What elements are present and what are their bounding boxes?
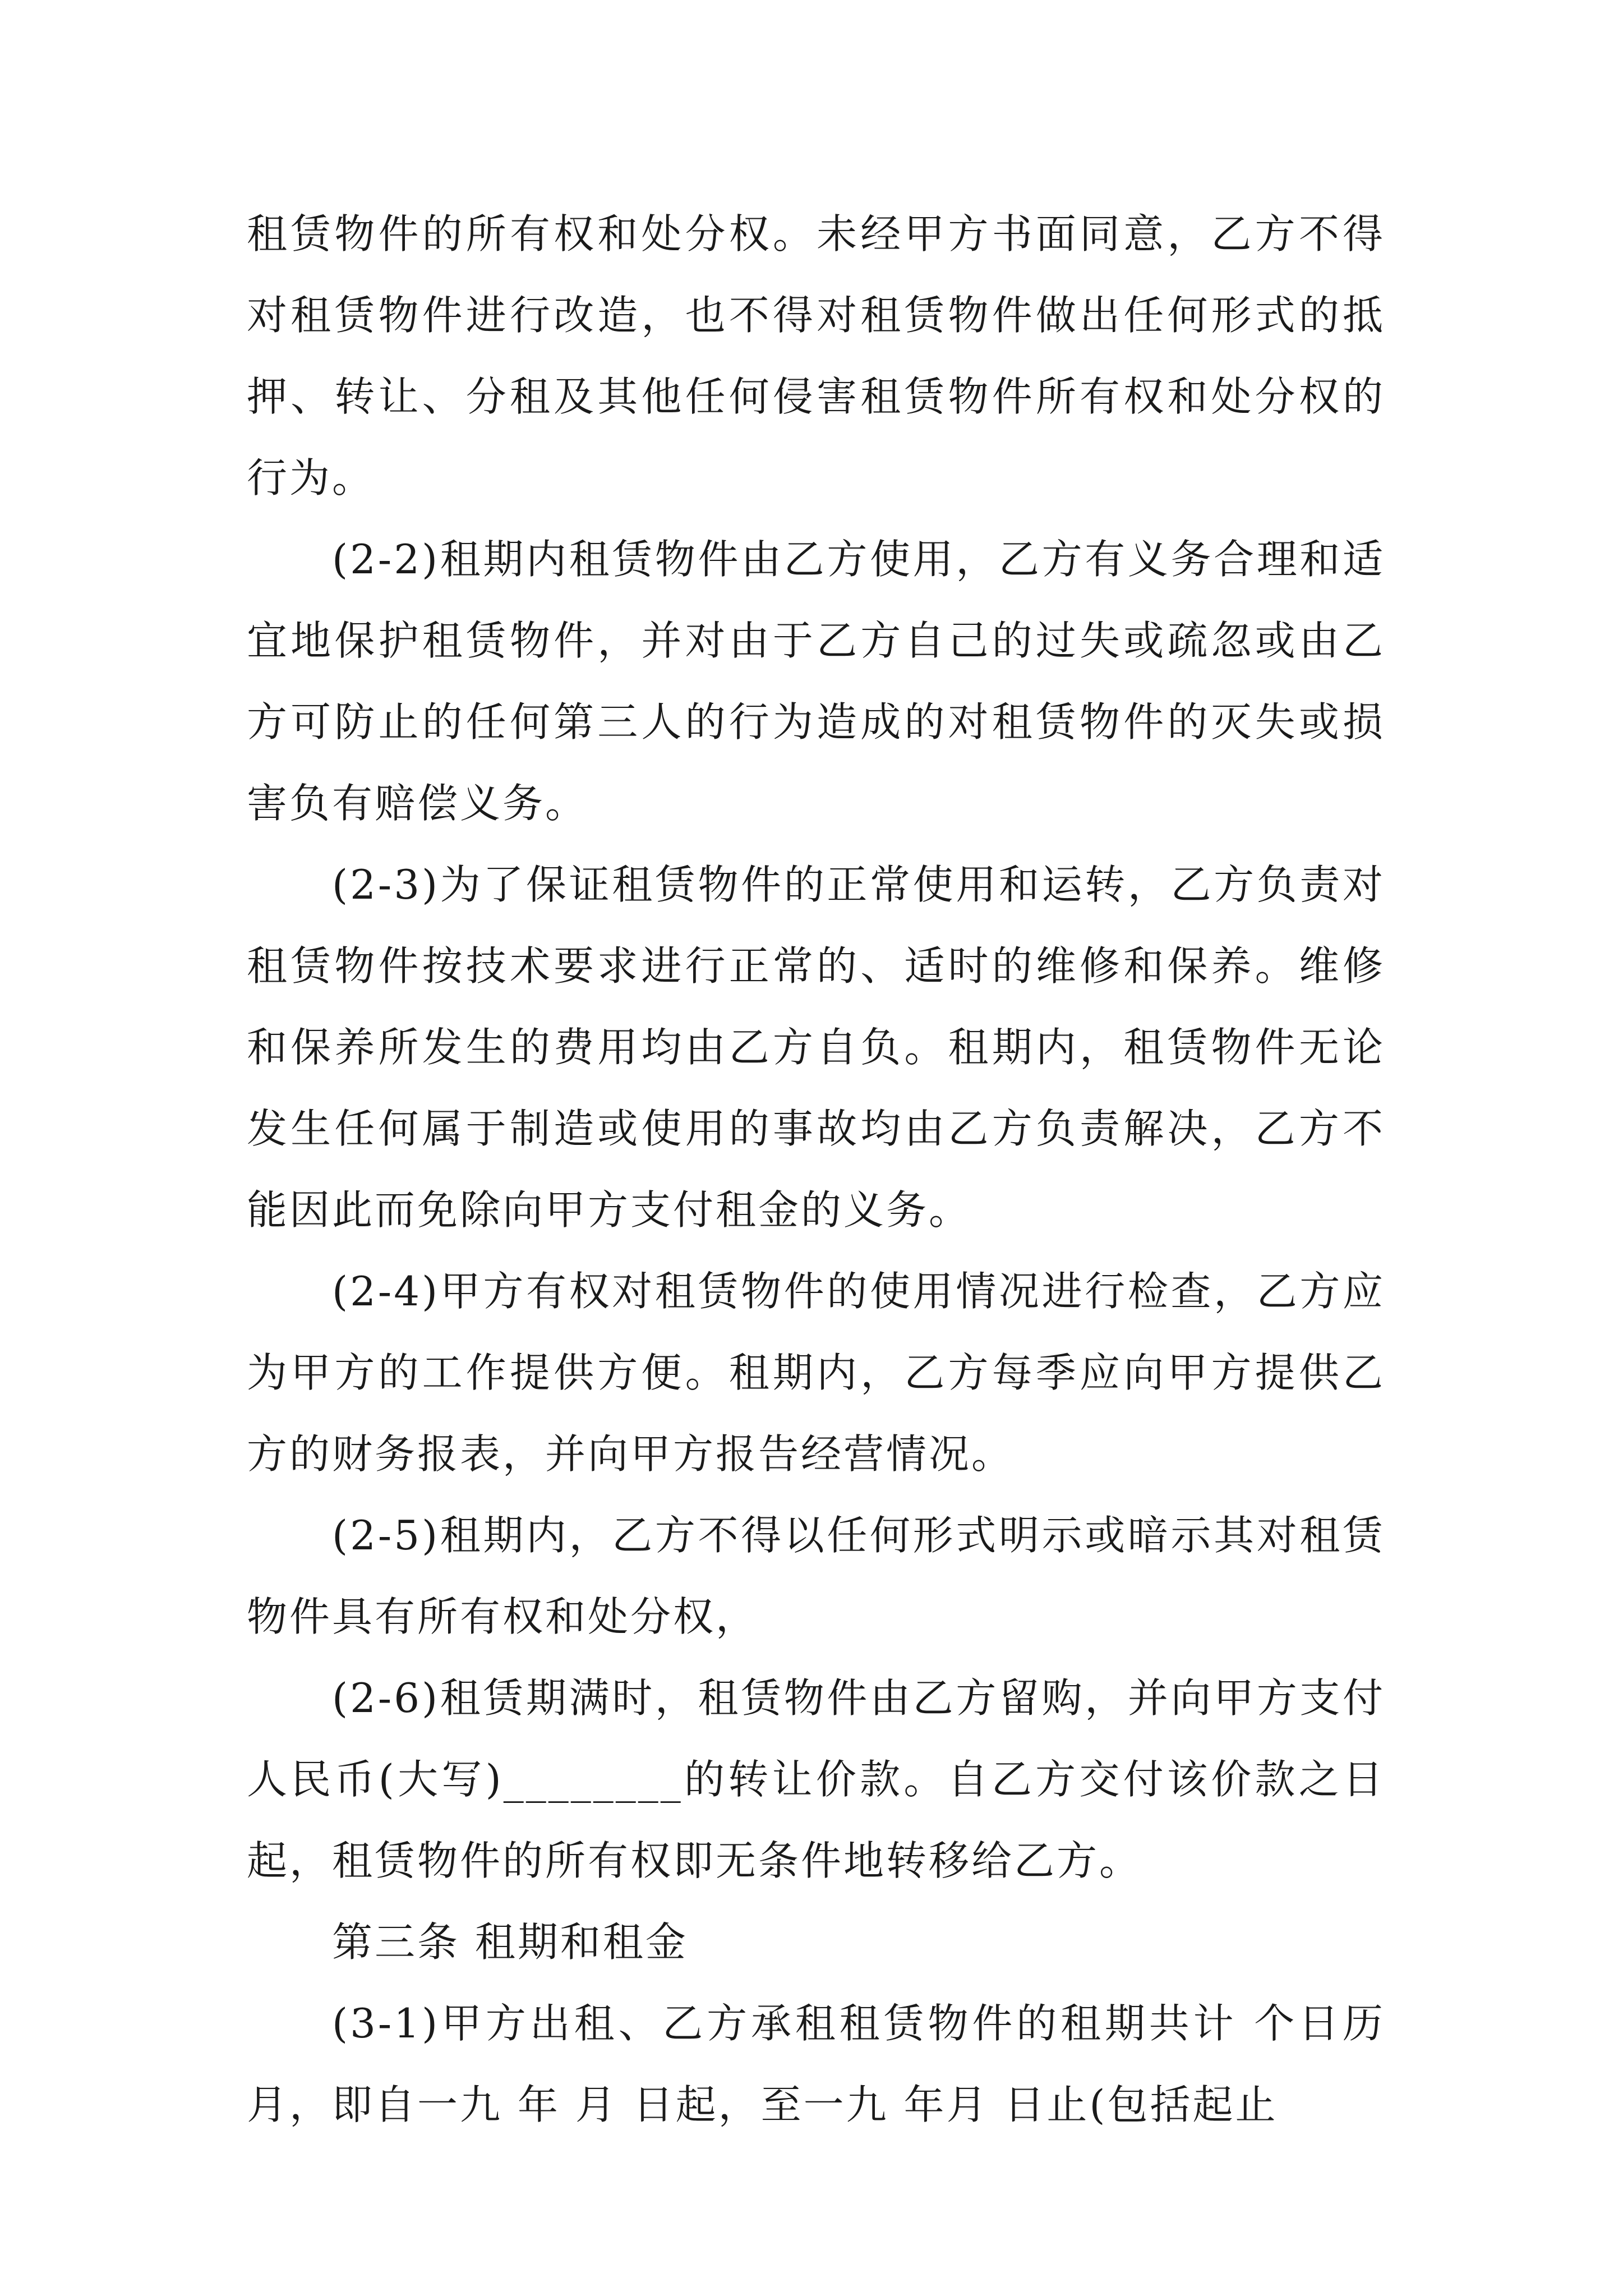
- paragraph-clause-2-3: (2-3)为了保证租赁物件的正常使用和运转，乙方负责对租赁物件按技术要求进行正常的、适时的维修和保养。维修和保养所发生的费用均由乙方自负。租期内，租赁物件无论发生任何属于制造或使用的事故均由乙方负责解决，乙方不能因此而免除向甲方支付租金的义务。: [247, 861, 1385, 1234]
- paragraph-clause-2-4: (2-4)甲方有权对租赁物件的使用情况进行检查，乙方应为甲方的工作提供方便。租期内，乙方每季应向甲方提供乙方的财务报表，并向甲方报告经营情况。: [247, 1268, 1385, 1478]
- paragraph-clause-2-2: (2-2)租期内租赁物件由乙方使用，乙方有义务合理和适宜地保护租赁物件，并对由于乙方自己的过失或疏忽或由乙方可防止的任何第三人的行为造成的对租赁物件的灭失或损害负有赔偿义务。: [247, 536, 1385, 827]
- paragraph-ownership-continuation: 租赁物件的所有权和处分权。未经甲方书面同意，乙方不得对租赁物件进行改造，也不得对租赁物件做出任何形式的抵押、转让、分租及其他任何侵害租赁物件所有权和处分权的行为。: [247, 210, 1385, 501]
- paragraph-clause-2-6: (2-6)租赁期满时，租赁物件由乙方留购，并向甲方支付人民币(大写)________的转让价款。自乙方交付该价款之日起，租赁物件的所有权即无条件地转移给乙方。: [247, 1674, 1385, 1884]
- paragraph-clause-2-5: (2-5)租期内，乙方不得以任何形式明示或暗示其对租赁物件具有所有权和处分权，: [247, 1512, 1385, 1640]
- document-body: [247, 194, 1385, 2146]
- paragraph-clause-3-1: (3-1)甲方出租、乙方承租租赁物件的租期共计 个日历月，即自一九 年 月 日起，至一九 年月 日止(包括起止: [247, 2000, 1385, 2128]
- section-heading-article-3: 第三条 租期和租金: [332, 1918, 688, 1966]
